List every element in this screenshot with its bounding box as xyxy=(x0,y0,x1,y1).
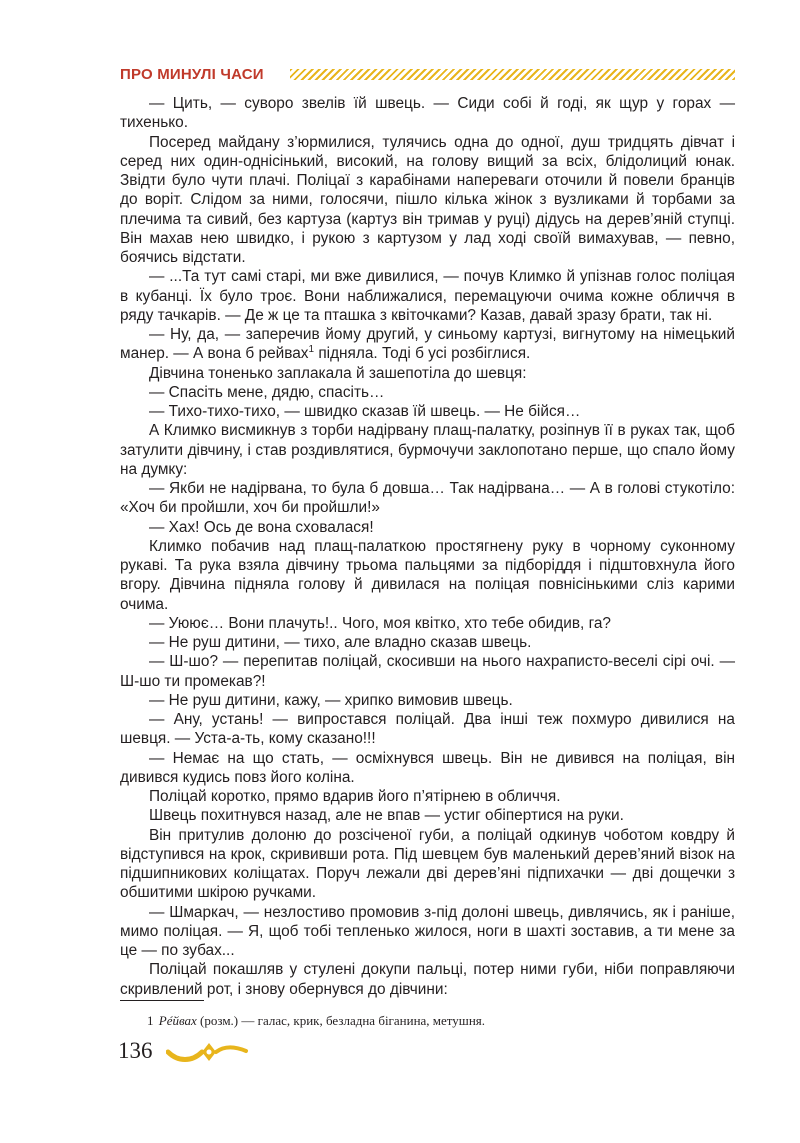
paragraph: Дівчина тоненько заплакала й зашепотіла до шевця: xyxy=(149,364,527,382)
paragraph: — Хах! Ось де вона сховалася! xyxy=(149,518,374,536)
page-ornament-icon xyxy=(166,1038,250,1066)
paragraph: Швець похитнувся назад, але не впав — устиг обіпертися на руки. xyxy=(149,807,624,825)
paragraph: Климко побачив над плащ-палаткою простягнену руку в чорному суконному рукаві. Та рука взяла дівчину трьома пальцями за підборіддя і підштовхнула його вгору. Дівчина підняла голову й дивилася на поліцая повнісінькими сліз карими очима. xyxy=(120,537,735,613)
paragraph: А Климко висмикнув з торби надірвану плащ-палатку, розіпнув її в руках так, щоб затулити дівчину, і став роздивлятися, бурмочучи заклопотано перше, що спало йому на думку: xyxy=(120,422,735,478)
footnote-reference[interactable]: 1 xyxy=(308,344,315,356)
paragraph: — Якби не надірвана, то була б довша… Так надірвана… — А в голові стукотіло: «Хоч би пройшли, хоч би пройшли!» xyxy=(120,480,735,517)
footnote xyxy=(147,1013,737,1029)
footnote-note: (розм.) xyxy=(200,1013,239,1028)
paragraph: Поліцай покашляв у стулені докупи пальці, потер ними губи, ніби поправляючи скривлений рот, і знову обернувся до дівчини: xyxy=(120,961,735,998)
paragraph: — Цить, — суворо звелів їй швець. — Сиди собі й годі, як щур у горах — тихенько. xyxy=(120,95,735,132)
paragraph-with-footnote xyxy=(120,325,735,364)
main-text xyxy=(120,94,735,999)
paragraph-text: — Ну, да, — заперечив йому другий, у синьому картузі, вигнутому на німецький манер. — А вона б рейвах xyxy=(120,326,735,363)
paragraph: — Тихо-тихо-тихо, — швидко сказав їй швець. — Не бійся… xyxy=(149,403,581,420)
paragraph: — Ану, устань! — випростався поліцай. Два інші теж похмуро дивилися на шевця. — Уста-а-ть, кому сказано!!! xyxy=(120,711,735,748)
paragraph: — Шмаркач, — незлостиво промовив з-під долоні швець, дивлячись, як і раніше, мимо поліцая. — Я, щоб тобі тепленько жилося, ноги в шахті зоставив, а ти мене за це — по зубах... xyxy=(120,903,735,959)
header-decorative-stripe xyxy=(290,69,735,80)
section-title: ПРО МИНУЛІ ЧАСИ xyxy=(120,66,264,83)
running-header xyxy=(120,63,735,89)
footnote-divider xyxy=(120,1000,204,1001)
paragraph: — Не руш дитини, кажу, — хрипко вимовив швець. xyxy=(149,691,513,709)
paragraph: Посеред майдану з’юрмилися, тулячись одна до одної, душ тридцять дівчат і серед них один-однісінький, високий, на голову вищий за всіх, блідолиций юнак. Звідти було чути плачі. Поліцаї з карабінами напереваги оточили й повели бранців до воріт. Слідом за ними, голосячи, пішло кілька жінок з вузликами й торбами за плечима та сивий, без картуза (картуз він тримав у руці) дідусь на дерев’яній ступці. Він махав нею швидко, і рукою з картузом у лад ході своїй вимахував, — певно, боячись відстати. xyxy=(120,133,735,266)
footnote-number: 1 xyxy=(147,1013,154,1028)
footnote-term: Рéйвах xyxy=(158,1013,197,1028)
paragraph: — Ш-шо? — перепитав поліцай, скосивши на нього нахраписто-веселі сірі очі. — Ш-шо ти промекав?! xyxy=(120,653,735,690)
paragraph: — Не руш дитини, — тихо, але владно сказав швець. xyxy=(149,634,532,651)
page-number: 136 xyxy=(118,1038,153,1063)
paragraph: — ...Та тут самі старі, ми вже дивилися, — почув Климко й упізнав голос поліцая в кубанці. Їх було троє. Вони наближалися, перемацуючи очима кожне обличчя в ряду тачкарів. — Де ж це та пташка з квіточками? Казав, давай зразу брати, так ні. xyxy=(120,268,735,324)
paragraph: — Спасіть мене, дядю, спасіть… xyxy=(149,383,385,401)
paragraph: — Уюює… Вони плачуть!.. Чого, моя квітко, хто тебе обидив, га? xyxy=(149,614,611,632)
footnote-definition: — галас, крик, безладна біганина, метушня. xyxy=(241,1013,486,1028)
paragraph: Поліцай коротко, прямо вдарив його п’ятірнею в обличчя. xyxy=(149,788,561,805)
paragraph: Він притулив долоню до розсіченої губи, а поліцай одкинув чоботом ковдру й відступився на крок, скрививши рота. Під шевцем був маленький дерев’яний візок на підшипникових коліщатах. Поруч лежали дві дерев’яні підпихачки — дві дощечки з обшитими шкірою ручками. xyxy=(120,826,735,902)
paragraph: — Немає на що стать, — осміхнувся швець. Він не дивився на поліцая, він дивився кудись повз його коліна. xyxy=(120,749,735,786)
paragraph-text: підняла. Тоді б усі розбіглися. xyxy=(314,345,531,363)
